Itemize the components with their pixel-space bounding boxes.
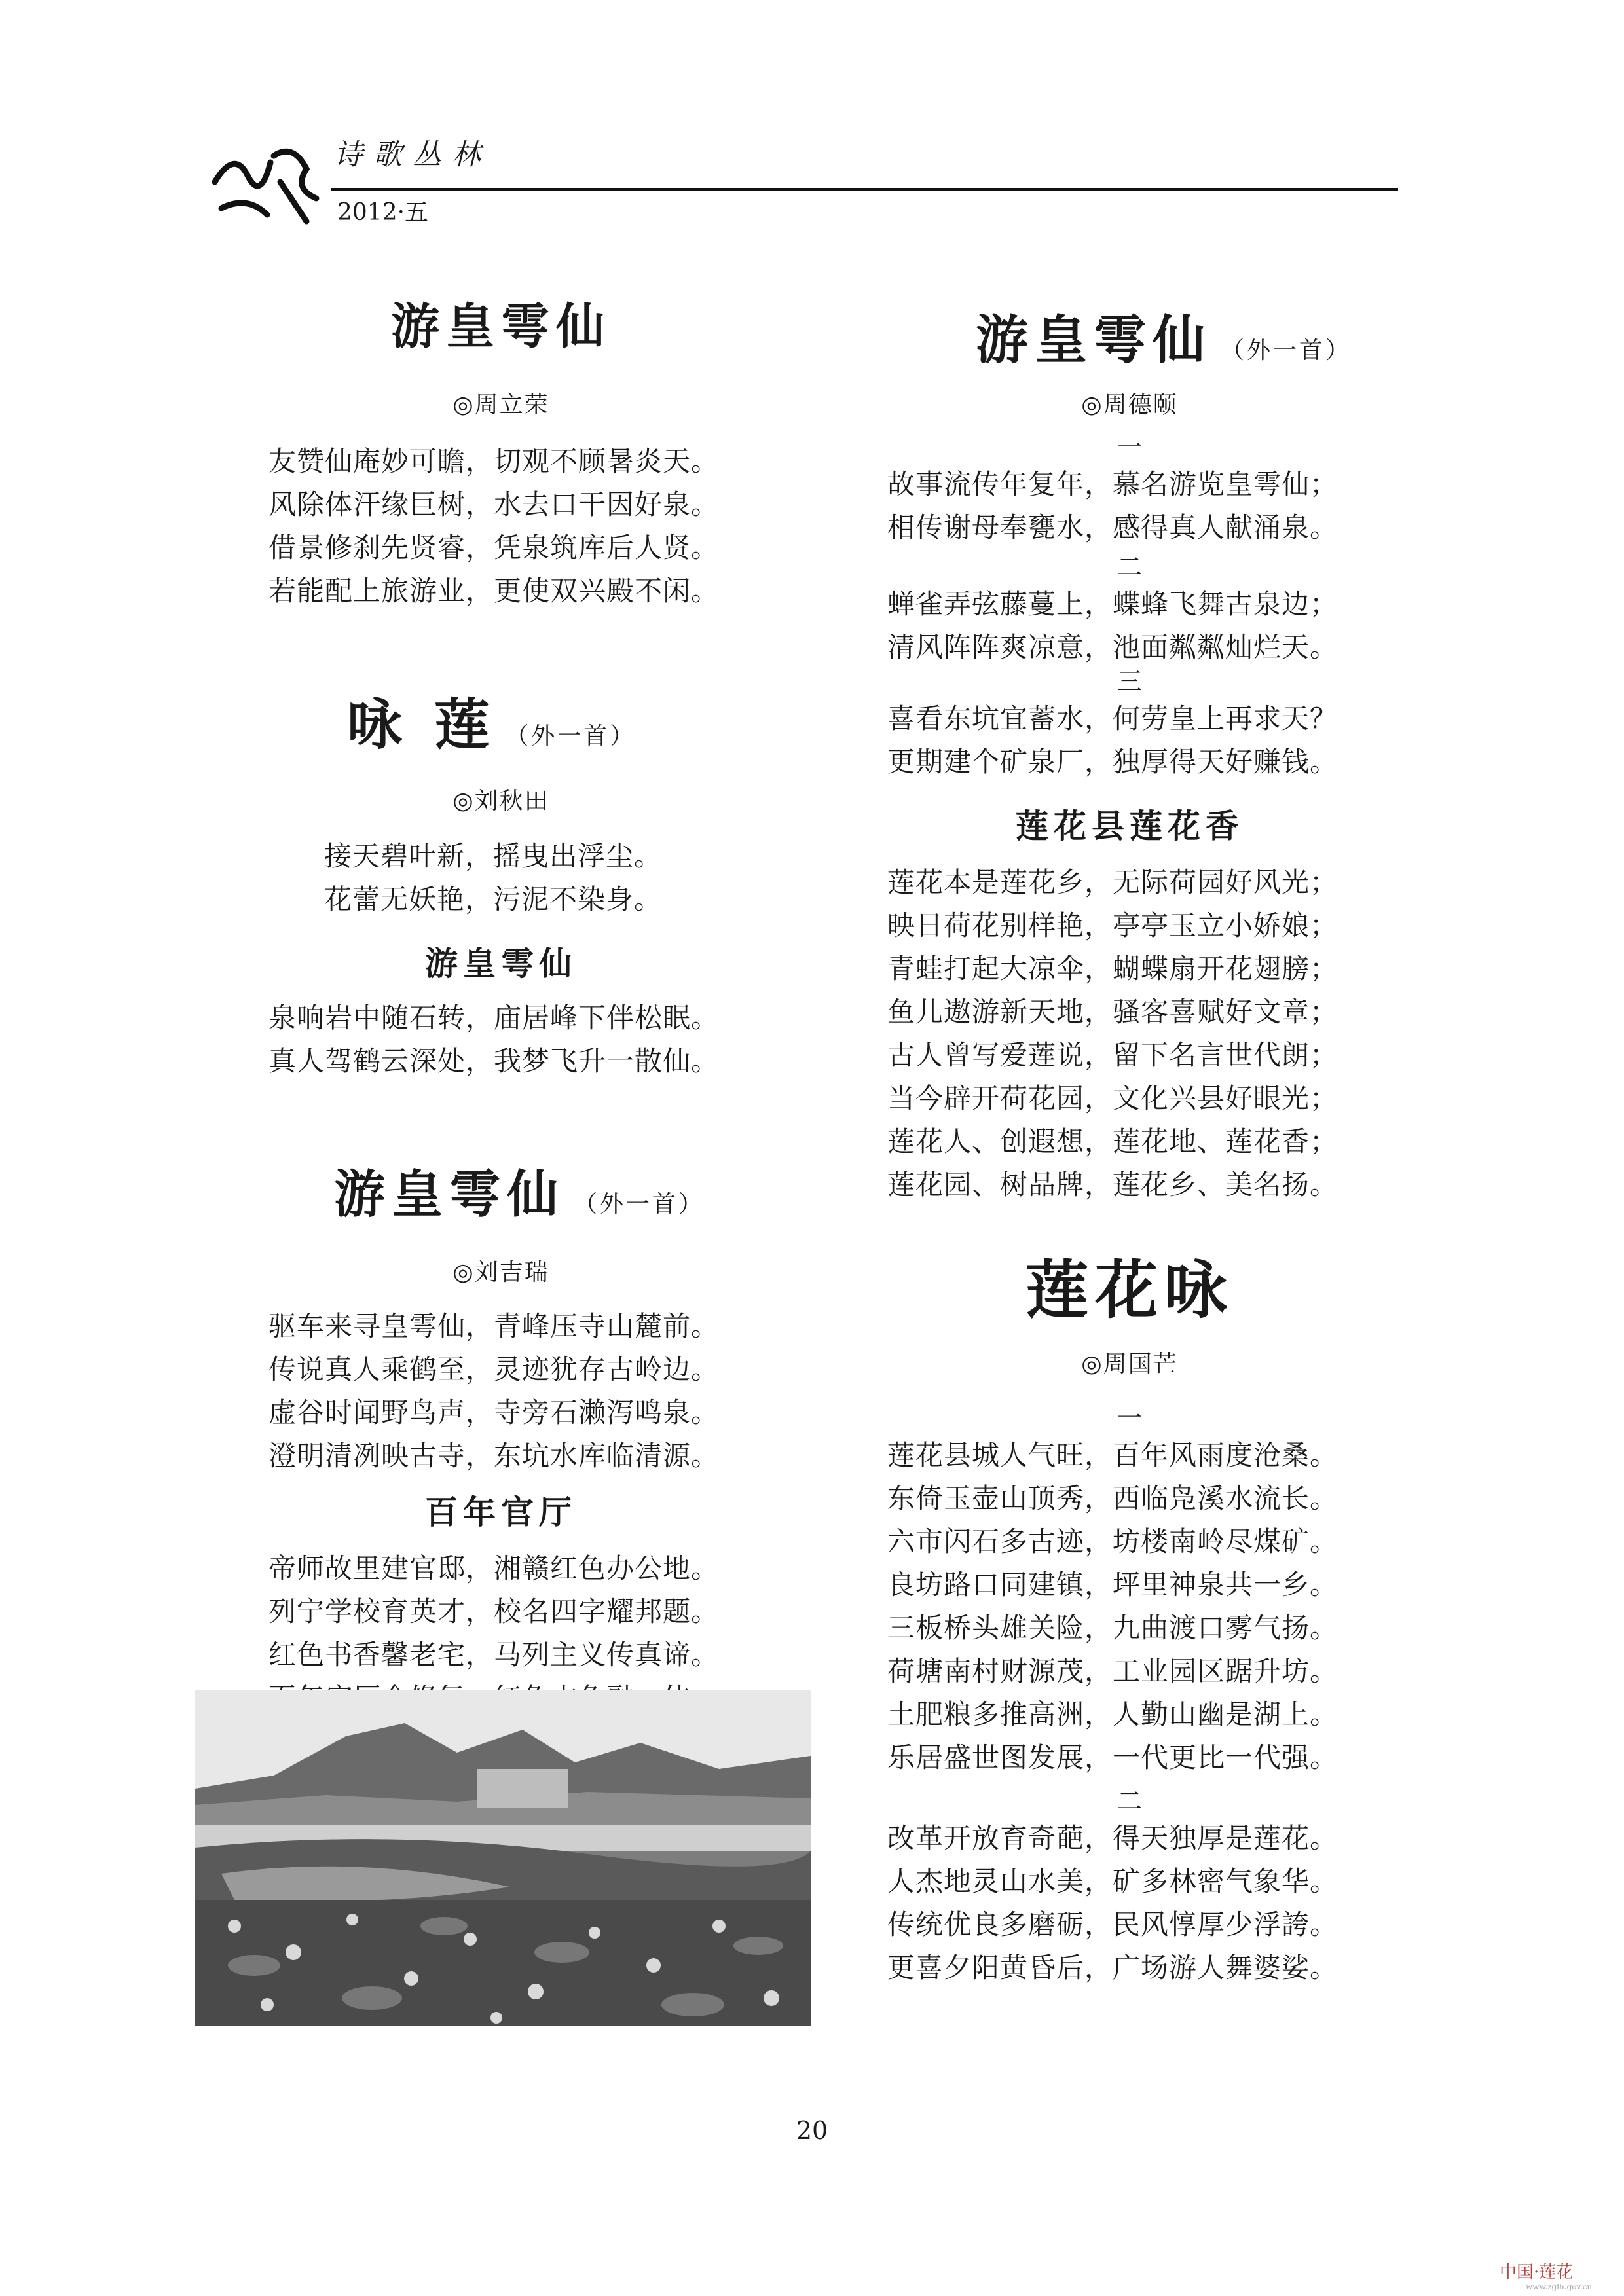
poem-line: 友赞仙庵妙可瞻，切观不顾暑炎天。 xyxy=(268,445,720,477)
poem-line: 借景修刹先贤睿，凭泉筑库后人贤。 xyxy=(268,532,720,564)
poem-line: 蝉雀弄弦藤蔓上，蝶蜂飞舞古泉边； xyxy=(887,588,1338,620)
poem-subtitle: 游皇雩仙 xyxy=(425,944,577,983)
poem-title: 咏 莲 xyxy=(347,692,496,757)
poem-line: 驱车来寻皇雩仙，青峰压寺山麓前。 xyxy=(268,1310,720,1342)
poem-title-suffix: （外一首） xyxy=(1221,337,1352,364)
poem-line: 清风阵阵爽凉意，池面粼粼灿烂天。 xyxy=(887,631,1338,663)
poem-title: 莲花咏 xyxy=(1025,1253,1234,1327)
poem-line: 花蕾无妖艳，污泥不染身。 xyxy=(324,883,663,915)
poem-line: 东倚玉壶山顶秀，西临凫溪水流长。 xyxy=(887,1482,1338,1514)
watermark-url: www.zglh.gov.cn xyxy=(1526,2282,1593,2291)
poem-line: 列宁学校育英才，校名四字耀邦题。 xyxy=(268,1595,720,1628)
poem-title: 游皇雩仙 xyxy=(391,299,611,355)
poem-body xyxy=(268,996,719,1083)
poem-subtitle: 百年官厅 xyxy=(425,1493,577,1531)
poem-line: 当今辟开荷花园，文化兴县好眼光； xyxy=(887,1082,1338,1114)
poem-line: 相传谢母奉甕水，感得真人献涌泉。 xyxy=(887,511,1338,543)
poem-section xyxy=(887,1781,1372,1990)
poem-line: 鱼儿遨游新天地，骚客喜赋好文章； xyxy=(887,996,1338,1028)
poem-line: 泉响岩中随石转，庙居峰下伴松眠。 xyxy=(268,1002,720,1034)
poem-title-suffix: （外一首） xyxy=(505,723,637,750)
poem-line: 风除体汗缘巨树，水去口干因好泉。 xyxy=(268,488,720,520)
poem-line: 喜看东坑宜蓄水，何劳皇上再求天？ xyxy=(887,702,1338,735)
poem-line: 莲花本是莲花乡，无际荷园好风光； xyxy=(887,866,1338,898)
poem-line: 红色书香馨老宅，马列主义传真谛。 xyxy=(268,1639,720,1671)
poem-section xyxy=(887,1398,1372,1779)
poem-line: 改革开放育奇葩，得天独厚是莲花。 xyxy=(887,1822,1338,1854)
poem-section xyxy=(887,661,1372,784)
poem-line: 莲花园、树品牌，莲花乡、美名扬。 xyxy=(887,1169,1338,1201)
poem-title-suffix: （外一首） xyxy=(574,1191,705,1218)
header-rule xyxy=(331,188,1398,191)
poem-line: 良坊路口同建镇，坪里神泉共一乡。 xyxy=(887,1569,1338,1601)
poem-line: 接天碧叶新，摇曳出浮尘。 xyxy=(324,840,663,872)
poem-title-row xyxy=(347,681,661,760)
poem-line: 古人曾写爱莲说，留下名言世代朗； xyxy=(887,1039,1338,1071)
column-name: 诗歌丛林 xyxy=(334,138,491,172)
poem-title: 游皇雩仙 xyxy=(976,309,1211,371)
poem-line: 故事流传年复年，慕名游览皇雩仙； xyxy=(887,468,1338,500)
poem-line: 更喜夕阳黄昏后，广场游人舞婆娑。 xyxy=(887,1952,1338,1984)
poem-line: 荷塘南村财源茂，工业园区踞升坊。 xyxy=(887,1655,1338,1687)
poem-line: 传统优良多磨砺，民风惇厚少浮誇。 xyxy=(887,1908,1338,1941)
issue-number: 2012·五 xyxy=(337,199,429,226)
lotus-pond-photo xyxy=(195,1690,811,2026)
poem-author: ◎刘秋田 xyxy=(452,788,549,814)
brand-calligraphy-graphic xyxy=(208,136,326,228)
section-number: 一 xyxy=(1116,1404,1142,1432)
section-number: 二 xyxy=(1116,553,1142,581)
poem-body xyxy=(268,1305,719,1478)
poem-line: 真人驾鹤云深处，我梦飞升一散仙。 xyxy=(268,1045,720,1077)
poem-author: ◎周德颐 xyxy=(1081,392,1178,418)
poem-line: 若能配上旅游业，更使双兴殿不闲。 xyxy=(268,575,720,607)
poem-line: 乐居盛世图发展，一代更比一代强。 xyxy=(887,1741,1338,1774)
watermark: 中国·莲花 xyxy=(1500,2263,1574,2282)
section-number: 二 xyxy=(1116,1787,1142,1815)
poem-line: 青蛙打起大凉伞，蝴蝶扇开花翅膀； xyxy=(887,953,1338,985)
poem-body xyxy=(268,440,753,613)
poem-author: ◎周国芒 xyxy=(1081,1351,1178,1377)
poem-line: 土肥粮多推高洲，人勤山幽是湖上。 xyxy=(887,1698,1338,1730)
section-number: 一 xyxy=(1116,433,1142,462)
poem-title-row xyxy=(976,298,1382,373)
section-number: 三 xyxy=(1116,667,1142,696)
poem-line: 虚谷时闻野鸟声，寺旁石濑泻鸣泉。 xyxy=(268,1396,720,1429)
poem-line: 传说真人乘鹤至，灵迹犹存古岭边。 xyxy=(268,1353,720,1385)
poem-author: ◎周立荣 xyxy=(452,392,549,418)
poem-line: 人杰地灵山水美，矿多林密气象华。 xyxy=(887,1865,1338,1897)
poem-author: ◎刘吉瑞 xyxy=(452,1259,549,1286)
poem-section xyxy=(887,427,1372,549)
poem-title: 游皇雩仙 xyxy=(334,1165,565,1224)
poem-title-row xyxy=(334,1154,740,1227)
poem-line: 帝师故里建官邸，湘赣红色办公地。 xyxy=(268,1552,720,1584)
poem-line: 三板桥头雄关险，九曲渡口雾气扬。 xyxy=(887,1612,1338,1644)
poem-body xyxy=(887,861,1372,1207)
page-number: 20 xyxy=(796,2116,828,2145)
poem-line: 更期建个矿泉厂，独厚得天好赚钱。 xyxy=(887,746,1338,778)
poem-line: 莲花县城人气旺，百年风雨度沧桑。 xyxy=(887,1439,1338,1471)
poem-line: 莲花人、创遐想，莲花地、莲花香； xyxy=(887,1125,1338,1157)
poem-line: 六市闪石多古迹，坊楼南岭尽煤矿。 xyxy=(887,1525,1338,1558)
poem-line: 澄明清冽映古寺，东坑水库临清源。 xyxy=(268,1440,720,1472)
landscape-image-graphic xyxy=(195,1690,811,2026)
poem-line: 映日荷花别样艳，亭亭玉立小娇娘； xyxy=(887,909,1338,941)
poem-subtitle: 莲花县莲花香 xyxy=(1016,807,1244,845)
poem-body xyxy=(324,835,662,921)
poem-section xyxy=(887,547,1372,669)
brand-logo xyxy=(208,136,326,228)
